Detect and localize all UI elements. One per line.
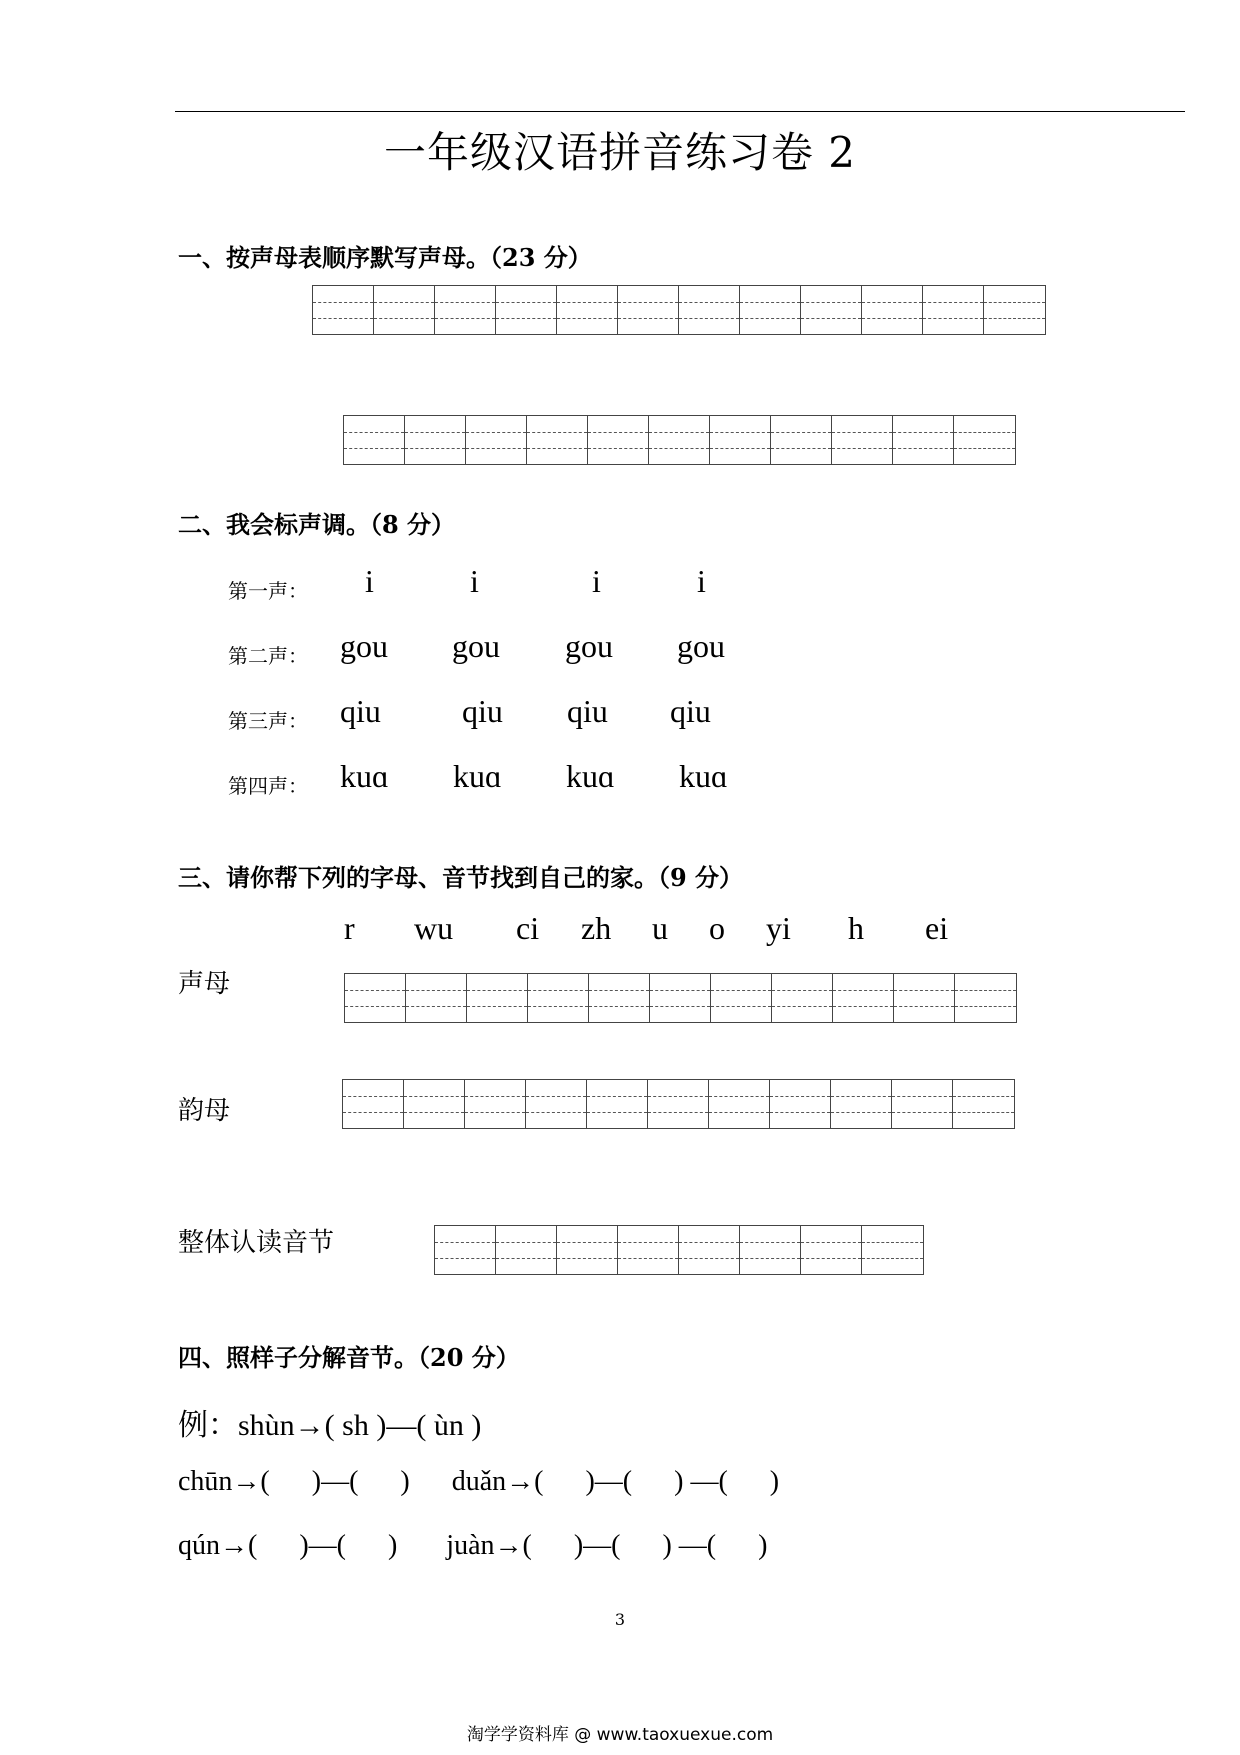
grid-cell[interactable] [557, 286, 618, 334]
grid-cell[interactable] [496, 286, 557, 334]
writing-grid-row-1[interactable] [312, 285, 1046, 335]
grid-cell[interactable] [343, 1080, 404, 1128]
grid-cell[interactable] [679, 286, 740, 334]
grid-cell[interactable] [405, 416, 466, 464]
grid-cell[interactable] [618, 1226, 679, 1274]
footer-watermark: 淘学学资料库 @ www.taoxuexue.com [466, 1725, 774, 1745]
grid-cell[interactable] [984, 286, 1045, 334]
sort-letter: h [848, 910, 864, 946]
grid-cell[interactable] [893, 416, 954, 464]
grid-cell[interactable] [710, 416, 771, 464]
example-line: 例：shùn→( sh )—( ùn ) [178, 1409, 482, 1442]
syllable: qiu [462, 693, 503, 729]
grid-cell[interactable] [833, 974, 894, 1022]
grid-cell[interactable] [587, 1080, 648, 1128]
grid-cell[interactable] [831, 1080, 892, 1128]
grid-cell[interactable] [526, 1080, 587, 1128]
grid-cell[interactable] [527, 416, 588, 464]
syllable: qiu [340, 693, 381, 729]
tone-label-1: 第一声： [228, 579, 308, 603]
page-number: 3 [614, 1610, 626, 1629]
sort-letter: r [344, 910, 355, 946]
syllable: kuɑ [340, 758, 389, 794]
group-label-initials: 声母 [178, 969, 231, 999]
grid-cell[interactable] [650, 974, 711, 1022]
grid-cell[interactable] [344, 416, 405, 464]
sort-letter: u [652, 910, 668, 946]
syllable: kuɑ [453, 758, 502, 794]
sort-letter: zh [581, 910, 612, 946]
grid-cell[interactable] [862, 286, 923, 334]
sort-letter: yi [766, 910, 791, 946]
sort-grid-initials[interactable] [344, 973, 1017, 1023]
grid-cell[interactable] [648, 1080, 709, 1128]
grid-cell[interactable] [771, 416, 832, 464]
grid-cell[interactable] [467, 974, 528, 1022]
section3-heading: 三、请你帮下列的字母、音节找到自己的家。（9 分） [178, 863, 744, 892]
syllable: gou [565, 628, 613, 664]
grid-cell[interactable] [528, 974, 589, 1022]
syllable: kuɑ [679, 758, 728, 794]
grid-cell[interactable] [435, 1226, 496, 1274]
grid-cell[interactable] [923, 286, 984, 334]
syllable: gou [677, 628, 725, 664]
grid-cell[interactable] [345, 974, 406, 1022]
grid-cell[interactable] [740, 1226, 801, 1274]
grid-cell[interactable] [894, 974, 955, 1022]
grid-cell[interactable] [954, 416, 1015, 464]
grid-cell[interactable] [589, 974, 650, 1022]
tone-label-3: 第三声： [228, 709, 308, 733]
page-title: 一年级汉语拼音练习卷 2 [383, 128, 857, 177]
grid-cell[interactable] [832, 416, 893, 464]
syllable: kuɑ [566, 758, 615, 794]
sort-grid-whole-syllables[interactable] [434, 1225, 924, 1275]
grid-cell[interactable] [406, 974, 467, 1022]
syllable: i [592, 563, 601, 599]
grid-cell[interactable] [313, 286, 374, 334]
writing-grid-row-2[interactable] [343, 415, 1016, 465]
tone-label-4: 第四声： [228, 774, 308, 798]
syllable: gou [452, 628, 500, 664]
exercise-line-1[interactable]: chūn→( )—( ) duǎn→( )—( ) —( ) [178, 1466, 780, 1497]
grid-cell[interactable] [466, 416, 527, 464]
grid-cell[interactable] [649, 416, 710, 464]
grid-cell[interactable] [679, 1226, 740, 1274]
grid-cell[interactable] [770, 1080, 831, 1128]
grid-cell[interactable] [557, 1226, 618, 1274]
syllable: qiu [670, 693, 711, 729]
grid-cell[interactable] [465, 1080, 526, 1128]
syllable: i [365, 563, 374, 599]
grid-cell[interactable] [588, 416, 649, 464]
grid-cell[interactable] [772, 974, 833, 1022]
section2-heading: 二、我会标声调。（8 分） [178, 510, 456, 539]
syllable: i [470, 563, 479, 599]
syllable: gou [340, 628, 388, 664]
sort-grid-finals[interactable] [342, 1079, 1015, 1129]
syllable: qiu [567, 693, 608, 729]
grid-cell[interactable] [374, 286, 435, 334]
top-rule [175, 111, 1185, 112]
section1-heading: 一、按声母表顺序默写声母。（23 分） [178, 243, 592, 272]
grid-cell[interactable] [953, 1080, 1014, 1128]
syllable: i [697, 563, 706, 599]
grid-cell[interactable] [404, 1080, 465, 1128]
group-label-whole-syllables: 整体认读音节 [178, 1228, 335, 1258]
grid-cell[interactable] [955, 974, 1016, 1022]
sort-letter: ci [516, 910, 540, 946]
sort-letter: ei [925, 910, 949, 946]
sort-letter: o [709, 910, 725, 946]
grid-cell[interactable] [496, 1226, 557, 1274]
grid-cell[interactable] [709, 1080, 770, 1128]
exercise-line-2[interactable]: qún→( )—( ) juàn→( )—( ) —( ) [178, 1530, 768, 1561]
grid-cell[interactable] [435, 286, 496, 334]
grid-cell[interactable] [801, 1226, 862, 1274]
grid-cell[interactable] [618, 286, 679, 334]
sort-letter: wu [414, 910, 454, 946]
tone-label-2: 第二声： [228, 644, 308, 668]
grid-cell[interactable] [740, 286, 801, 334]
grid-cell[interactable] [892, 1080, 953, 1128]
grid-cell[interactable] [862, 1226, 923, 1274]
group-label-finals: 韵母 [178, 1096, 231, 1126]
section4-heading: 四、照样子分解音节。（20 分） [178, 1343, 520, 1372]
grid-cell[interactable] [801, 286, 862, 334]
grid-cell[interactable] [711, 974, 772, 1022]
